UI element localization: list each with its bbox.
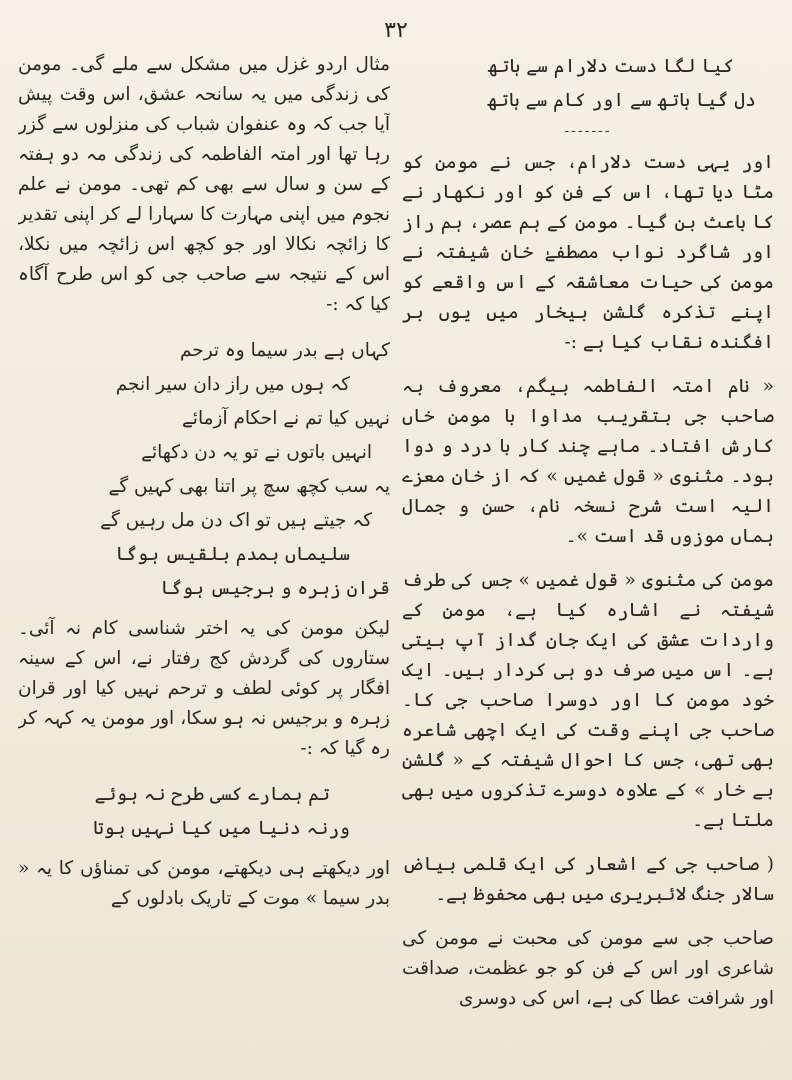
- paragraph: اور دیکھتے ہی دیکھتے، مومن کی تمناؤں کا یہ « بدر سیما » موت کے تاریک بادلوں کے: [18, 858, 390, 909]
- separator-dashes: -------: [564, 123, 612, 139]
- paragraph: لیکن مومن کی یہ اختر شناسی کام نہ آئی۔ ستاروں کی گردش کج رفتار نے، اس کے سینہ افگار پر کوئی لطف و ترحم نہیں کیا اور قران زہرہ و برجیس نہ ہو سکا، اور مومن یہ کہہ کر رہ گیا کہ :-: [18, 618, 390, 759]
- poem-block: [18, 334, 390, 606]
- verse-line: قران زہرہ و برجیس ہوگا: [160, 578, 390, 599]
- paragraph: صاحب جی سے مومن کی محبت نے مومن کی شاعری اور اس کے فن کو جو عظمت، صداقت اور شرافت عطا کی ہے، اس کی دوسری: [402, 928, 774, 1009]
- verse-line: کہ ہوں میں راز دان سیر انجم: [115, 374, 350, 395]
- paragraph: مومن کی مثنوی « قول غمیں » جس کی طرف شیفتہ نے اشارہ کیا ہے، مومن کے واردات عشق کی ایک جان گداز آپ بیتی ہے۔ اس میں صرف دو ہی کردار ہیں۔ ایک خود مومن کا اور دوسرا صاحب جی کا۔ صاحب جی اپنے وقت کی ایک اچھی شاعرہ بھی تھی، جس کا احوال شیفتہ کے « گلشن بے خار » کے علاوہ دوسرے تذکروں میں بھی ملتا ہے۔: [402, 570, 774, 831]
- note-paragraph: ( صاحب جی کے اشعار کی ایک قلمی بیاض سالار جنگ لائبریری میں بھی محفوظ ہے۔: [402, 854, 774, 905]
- verse-line: کیا لگا دست دلارام سے ہاتھ: [487, 56, 734, 77]
- verse-line: تم ہمارے کسی طرح نہ ہوئے: [94, 784, 330, 805]
- right-column: [402, 50, 774, 1064]
- verse-line: ورنہ دنیا میں کیا نہیں ہوتا: [92, 818, 350, 839]
- intro-paragraph: مثال اردو غزل میں مشکل سے ملے گی۔ مومن کی زندگی میں یہ سانحہ عشق، اس وقت پیش آیا جب کہ وہ عنفوان شباب کی منزلوں سے گزر رہا تھا اور امتہ الفاطمہ کی زندگی مہ دو ہفتہ کے سن و سال سے بھی کم تھی۔ مومن نے علم نجوم میں اپنی مہارت کا سہارا لے کر اپنی تقدیر کا زائچہ نکالا اور جو کچھ اس زائچہ میں نکلا، اس کے نتیجہ سے صاحب جی کو اس طرح آگاہ کیا کہ :-: [18, 54, 390, 315]
- page-number: ۳۲: [384, 18, 408, 43]
- closing-couplet: [18, 778, 390, 846]
- verse-line: نہیں کیا تم نے احکام آزمائے: [181, 408, 390, 429]
- verse-line: کہاں ہے بدر سیما وہ ترحم: [179, 340, 390, 361]
- verse-line: یہ سب کچھ سچ پر اتنا بھی کہیں گے: [108, 476, 390, 497]
- verse-line: دل گیا ہاتھ سے اور کام سے ہاتھ: [487, 90, 756, 111]
- paragraph: اور یہی دست دلارام، جس نے مومن کو مٹا دیا تھا، اس کے فن کو اور نکھار نے کا باعث بن گیا۔ مومن کے ہم عصر، ہم راز اور شاگرد نواب مصطفےٰ خان شیفتہ نے مومن کی حیات معاشقہ کے اس واقعے کو اپنے تذکرہ گلشن بیخار میں یوں بر افگندہ نقاب کیا ہے :-: [402, 152, 774, 353]
- verse-line: انہیں باتوں نے تو یہ دن دکھائے: [141, 442, 372, 463]
- verse-line: سلیماں ہمدم بلقیس ہوگا: [115, 544, 350, 565]
- opening-couplet: [402, 50, 774, 118]
- verse-line: کہ جیتے ہیں تو اک دن مل رہیں گے: [100, 510, 372, 531]
- persian-quote-paragraph: « نام امتہ الفاطمہ بیگم، معروف بہ صاحب جی بتقریب مداوا با مومن خاں کارش افتاد۔ ماہے چند کار با درد و دوا بود۔ مثنوی « قول غمیں » کہ از خان معزے الیہ است شرح نسخہ نام، حسن و جمال ہماں موزوں قد است »۔: [402, 376, 774, 547]
- left-column: [18, 50, 390, 1064]
